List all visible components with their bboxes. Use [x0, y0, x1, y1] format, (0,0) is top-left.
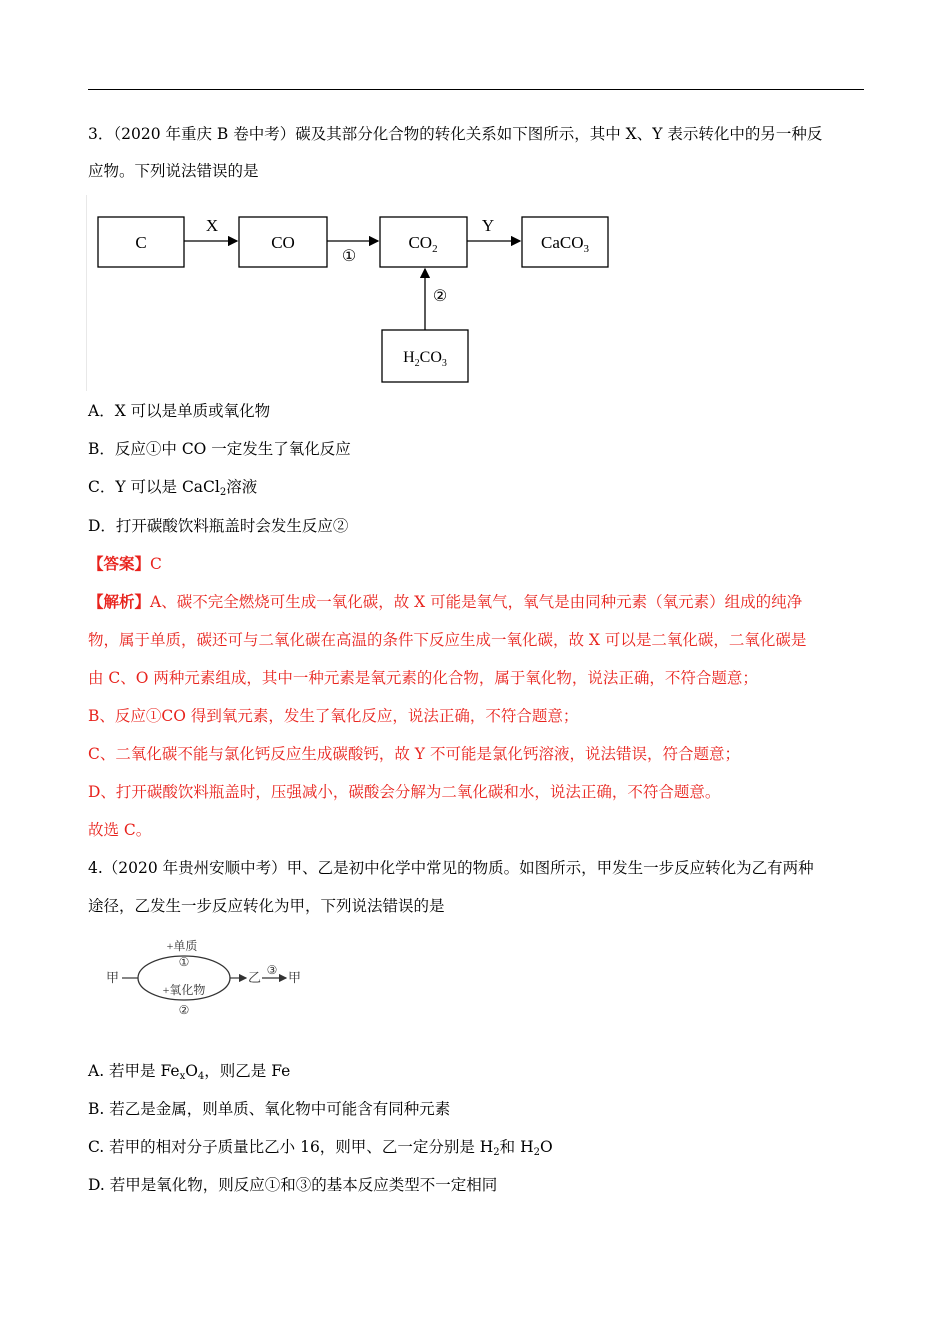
q3-option-d: D．打开碳酸饮料瓶盖时会发生反应② [88, 517, 349, 535]
q3-analysis-line3: 由 C、O 两种元素组成，其中一种元素是氧元素的化合物，属于氧化物，说法正确，不符合题意； [88, 669, 758, 687]
q3-carbon-diagram [86, 195, 626, 395]
q3-analysis-line2: 物，属于单质，碳还可与二氧化碳在高温的条件下反应生成一氧化碳，故 X 可以是二氧化碳，二氧化碳是 [88, 631, 807, 649]
label-plus-oxide: +氧化物 [162, 983, 206, 997]
svg-text:C: C [135, 233, 147, 252]
svg-text:CO: CO [271, 233, 295, 252]
q3-conclusion: 故选 C。 [88, 821, 152, 839]
q3-answer: 【答案】C [88, 554, 162, 573]
q4-stem-line1: 4.（2020 年贵州安顺中考）甲、乙是初中化学中常见的物质。如图所示，甲发生一步反应转化为乙有两种 [88, 859, 814, 877]
svg-text:CaCO3: CaCO$_3$ [541, 233, 589, 255]
q4-option-d: D. 若甲是氧化物，则反应①和③的基本反应类型不一定相同 [88, 1176, 498, 1194]
label-path-1: ① [178, 955, 190, 969]
q4-option-c: C. 若甲的相对分子质量比乙小 16，则甲、乙一定分别是 $H_2$和 $H_2O$ [88, 1138, 553, 1158]
label-path-3: ③ [266, 963, 278, 977]
q3-analysis-line4: B、反应①CO 得到氧元素，发生了氧化反应，说法正确，不符合题意； [88, 707, 579, 725]
q4-option-b: B. 若乙是金属，则单质、氧化物中可能含有同种元素 [88, 1100, 451, 1118]
label-start-jia: 甲 [106, 970, 120, 985]
q3-stem-line1: 3．（2020 年重庆 B 卷中考）碳及其部分化合物的转化关系如下图所示，其中 X、Y 表示转化中的另一种反 [88, 125, 823, 143]
label-y: Y [481, 216, 495, 235]
svg-text:H2CO3: $H_2CO_3$ [403, 349, 447, 369]
label-end-jia: 甲 [288, 970, 302, 985]
label-plus-element: +单质 [166, 939, 198, 953]
box-h2co3 [382, 330, 468, 382]
q3-analysis-line1: 【解析】A、碳不完全燃烧可生成一氧化碳，故 X 可能是氧气，氧气是由同种元素（氧元素）组成的纯净 [88, 592, 803, 611]
q3-analysis-line5: C、二氧化碳不能与氯化钙反应生成碳酸钙，故 Y 不可能是氯化钙溶液，说法错误，符合题意； [88, 745, 740, 763]
label-x: X [205, 216, 219, 235]
label-reaction-2: ② [432, 288, 448, 305]
box-co2 [380, 217, 467, 267]
label-path-2: ② [178, 1003, 190, 1017]
q4-option-a: A. 若甲是 $Fe_xO_4$，则乙是 Fe [88, 1062, 291, 1082]
svg-text:CO2: $CO_2$ [408, 233, 438, 255]
box-caco3 [522, 217, 608, 267]
box-co [239, 217, 327, 267]
q3-stem-line2: 应物。下列说法错误的是 [88, 162, 259, 180]
q3-option-a: A．X 可以是单质或氧化物 [88, 402, 271, 420]
q4-stem-line2: 途径，乙发生一步反应转化为甲，下列说法错误的是 [88, 897, 445, 915]
header-rule [88, 89, 864, 90]
q4-conversion-diagram [100, 932, 320, 1024]
q3-option-c: C．Y 可以是 CaCl$_2$溶液 [88, 478, 258, 498]
q3-option-b: B．反应①中 CO 一定发生了氧化反应 [88, 440, 351, 458]
box-c [98, 217, 184, 267]
label-reaction-1: ① [341, 248, 357, 265]
label-yi: 乙 [248, 970, 262, 985]
q3-analysis-line6: D、打开碳酸饮料瓶盖时，压强减小，碳酸会分解为二氧化碳和水，说法正确，不符合题意。 [88, 783, 721, 801]
